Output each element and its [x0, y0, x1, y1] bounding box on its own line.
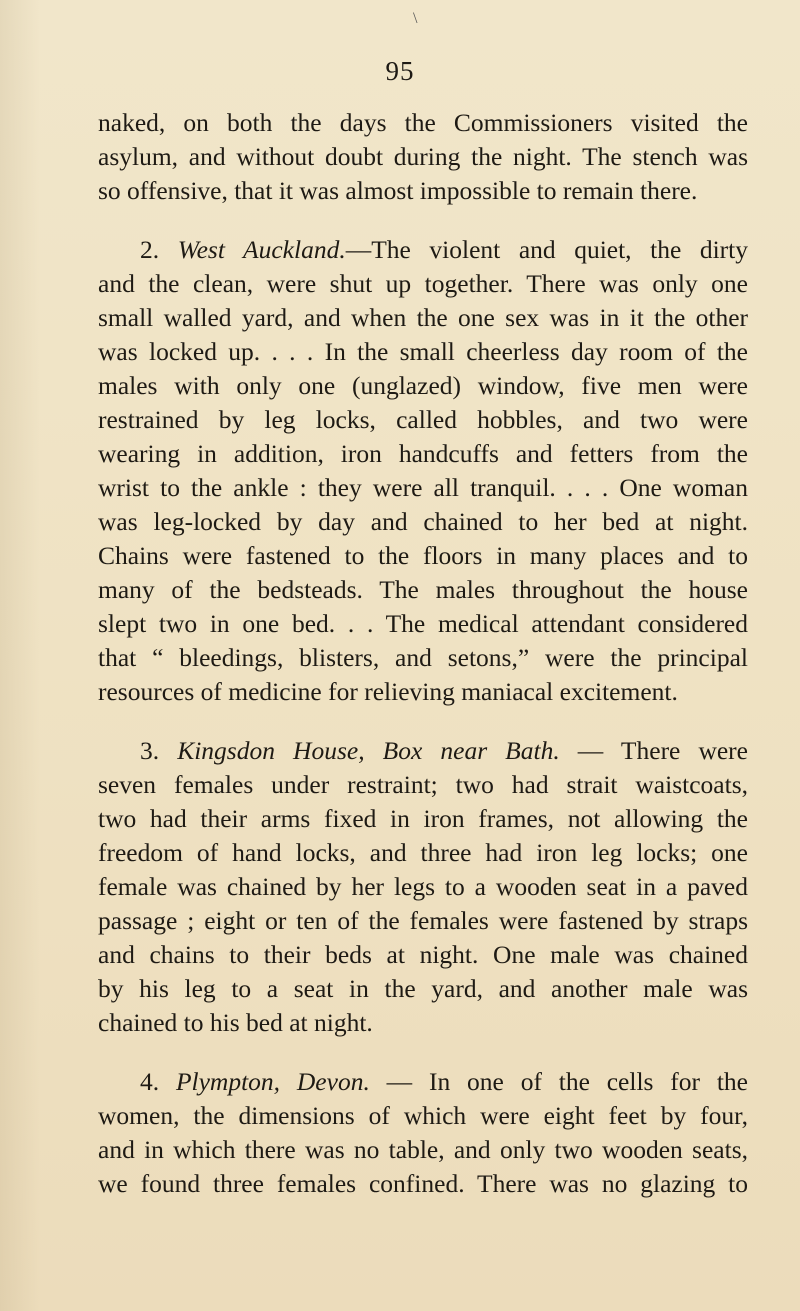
text-line: seven females under restraint; two had strait waistcoats, — [98, 770, 748, 799]
text-line: and chains to their beds at night. One male was chained — [98, 940, 748, 969]
heading-continuation: — There were — [559, 736, 748, 765]
paragraph-heading — [140, 233, 748, 267]
place-name: Box near Bath. — [382, 736, 560, 765]
paragraph-number: 2. — [140, 235, 160, 264]
paragraph-heading — [140, 1065, 748, 1099]
place-name: Kingsdon House, — [177, 736, 365, 765]
paragraph-number: 3. — [140, 736, 160, 765]
text-line: was locked up. . . . In the small cheerless day room of the — [98, 337, 748, 366]
place-name: West Auckland. — [177, 235, 346, 264]
paragraph-heading — [140, 734, 748, 768]
text-line: Chains were fastened to the floors in many places and to — [98, 541, 748, 570]
text-line: wrist to the ankle : they were all tranquil. . . . One woman — [98, 473, 748, 502]
text-line: resources of medicine for relieving maniacal excitement. — [98, 677, 678, 706]
text-line: by his leg to a seat in the yard, and another male was — [98, 974, 748, 1003]
text-line: female was chained by her legs to a wooden seat in a paved — [98, 872, 748, 901]
text-line: that “ bleedings, blisters, and setons,” were the principal — [98, 643, 748, 672]
text-line: and the clean, were shut up together. There was only one — [98, 269, 748, 298]
text-line: restrained by leg locks, called hobbles, and two were — [98, 405, 748, 434]
place-name: Plympton, — [175, 1067, 281, 1096]
place-name: Devon. — [296, 1067, 370, 1096]
text-line: naked, on both the days the Commissioners visited the — [98, 108, 748, 137]
text-line: asylum, and without doubt during the night. The stench was — [98, 142, 748, 171]
text-line: small walled yard, and when the one sex was in it the other — [98, 303, 748, 332]
text-line: chained to his bed at night. — [98, 1008, 373, 1037]
text-line: and in which there was no table, and only two wooden seats, — [98, 1135, 748, 1164]
text-line: wearing in addition, iron handcuffs and fetters from the — [98, 439, 748, 468]
heading-continuation: —The violent and quiet, the dirty — [345, 235, 749, 264]
heading-continuation: — In one of the cells for the — [369, 1067, 748, 1096]
text-line: we found three females confined. There was no glazing to — [98, 1169, 748, 1198]
text-line: was leg-locked by day and chained to her bed at night. — [98, 507, 748, 536]
text-line: freedom of hand locks, and three had iron leg locks; one — [98, 838, 748, 867]
page-speck: \ — [413, 10, 418, 27]
text-line: slept two in one bed. . . The medical attendant considered — [98, 609, 748, 638]
text-line: so offensive, that it was almost impossible to remain there. — [98, 176, 698, 205]
text-line: women, the dimensions of which were eight feet by four, — [98, 1101, 748, 1130]
text-line: two had their arms fixed in iron frames, not allowing the — [98, 804, 748, 833]
page-number: 95 — [385, 56, 415, 86]
text-line: males with only one (unglazed) window, five men were — [98, 371, 748, 400]
text-line: passage ; eight or ten of the females were fastened by straps — [98, 906, 748, 935]
text-line: many of the bedsteads. The males throughout the house — [98, 575, 748, 604]
paragraph-number: 4. — [140, 1067, 160, 1096]
